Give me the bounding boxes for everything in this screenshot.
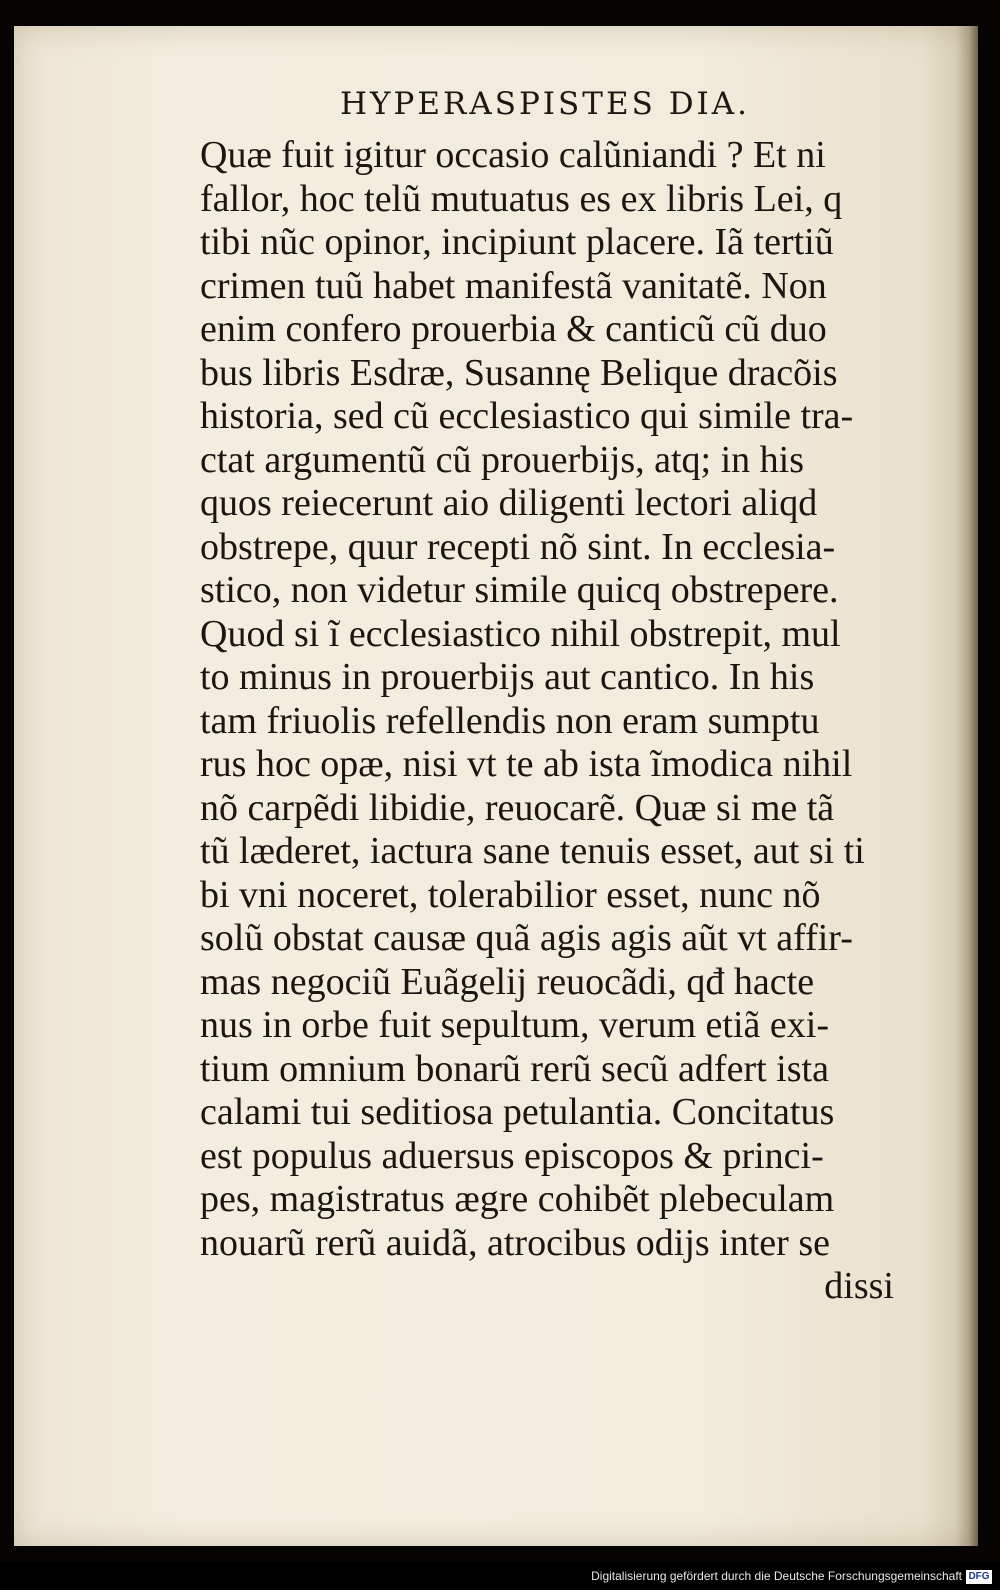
text-line: solũ obstat causæ quã agis agis aũt vt affir-: [200, 917, 853, 959]
catchword: dissi: [824, 1265, 894, 1307]
text-line: tũ læderet, iactura sane tenuis esset, aut si ti: [200, 830, 865, 872]
text-line: tam friuolis refellendis non eram sumptu: [200, 699, 820, 742]
footer-bar: [0, 1562, 1000, 1590]
text-line: pes, magistratus ægre cohibẽt plebeculam: [200, 1178, 835, 1220]
text-line: rus hoc opæ, nisi vt te ab ista ĩmodica nihil: [200, 743, 853, 785]
text-line: tibi nũc opinor, incipiunt placere. Iã tertiũ: [200, 221, 834, 263]
text-line: enim confero prouerbia & canticũ cũ duo: [200, 308, 827, 350]
dfg-logo-icon: DFG: [966, 1570, 992, 1584]
text-line: fallor, hoc telũ mutuatus es ex libris Lei, q: [200, 177, 843, 220]
running-head: HYPERASPISTES DIA.: [340, 86, 751, 122]
text-line: bus libris Esdræ, Susannę Belique dracõis: [200, 351, 838, 394]
text-line: stico, non videtur simile quicq obstrepere.: [200, 569, 839, 611]
text-line: ctat argumentũ cũ prouerbijs, atq; in his: [200, 438, 804, 481]
text-line: Quod si ĩ ecclesiastico nihil obstrepit, mul: [200, 612, 841, 655]
text-line: crimen tuũ habet manifestã vanitatẽ. Non: [200, 264, 827, 307]
text-line: mas negociũ Euãgelij reuocãdi, qđ hacte: [200, 960, 815, 1003]
text-line: nus in orbe fuit sepultum, verum etiã exi-: [200, 1004, 829, 1046]
funding-credit: Digitalisierung gefördert durch die Deutsche Forschungsgemeinschaft: [591, 1569, 962, 1583]
text-line: nõ carpẽdi libidie, reuocarẽ. Quæ si me tã: [200, 786, 835, 829]
text-line: obstrepe, quur recepti nõ sint. In ecclesia-: [200, 525, 836, 568]
page-edge-shadow: [956, 26, 978, 1546]
text-line: tium omnium bonarũ rerũ secũ adfert ista: [200, 1047, 829, 1090]
body-text: [200, 134, 900, 1309]
text-line: Quæ fuit igitur occasio calũniandi ? Et ni: [200, 134, 826, 176]
text-line: calami tui seditiosa petulantia. Concitatus: [200, 1091, 835, 1133]
text-line: nouarũ rerũ auidã, atrocibus odijs inter se: [200, 1221, 830, 1264]
text-line: quos reiecerunt aio diligenti lectori aliqd: [200, 482, 818, 524]
text-line: est populus aduersus episcopos & princi-: [200, 1134, 824, 1177]
text-line: to minus in prouerbijs aut cantico. In his: [200, 656, 815, 698]
text-line: historia, sed cũ ecclesiastico qui simile tra-: [200, 395, 854, 437]
text-line: bi vni noceret, tolerabilior esset, nunc nõ: [200, 873, 821, 916]
book-page: [14, 26, 978, 1546]
